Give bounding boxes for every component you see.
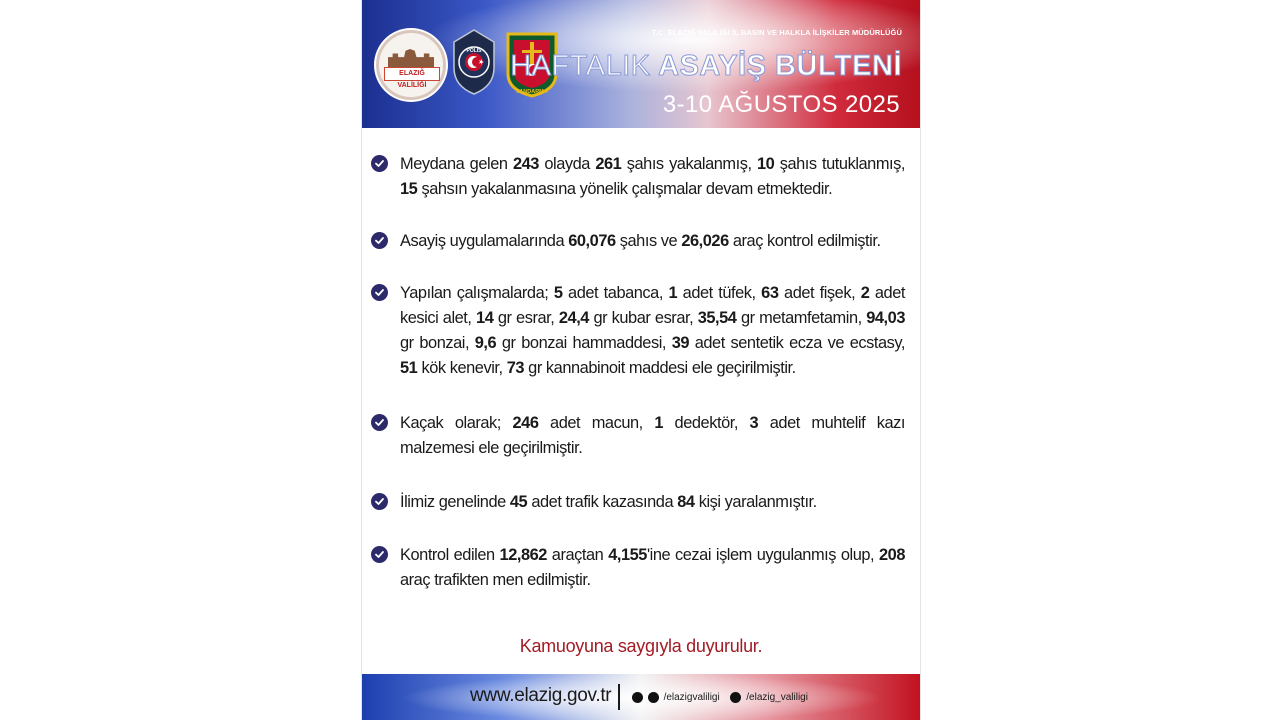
polis-logo-text: POLİS: [466, 48, 482, 54]
bulletin-text-segment: Asayiş uygulamalarında: [400, 232, 569, 250]
bulletin-item-text: [400, 411, 905, 461]
bulletin-text-segment: şahıs yakalanmış,: [621, 155, 757, 173]
header-banner: [362, 0, 920, 128]
bulletin-text-segment: adet kesici alet,: [400, 284, 905, 327]
bulletin-number: 2: [860, 284, 870, 302]
polis-logo: [450, 28, 498, 96]
bulletin-number: 12,862: [499, 546, 547, 564]
social-handle-1[interactable]: /elazigvaliligi: [663, 692, 720, 703]
bulletin-text-segment: olayda: [538, 155, 596, 173]
bulletin-number: 24,4: [558, 309, 589, 327]
bulletin-text-segment: adet tabanca,: [562, 284, 669, 302]
bulletin-number: 15: [400, 180, 418, 198]
closing-note: Kamuoyuna saygıyla duyurulur.: [519, 636, 763, 656]
vali-logo-text: ELAZIĞ VALİLİĞİ: [397, 70, 427, 89]
bulletin-text-segment: kök kenevir,: [417, 359, 507, 377]
website-link[interactable]: www.elazig.gov.tr: [470, 685, 612, 706]
bulletin-card: [361, 0, 921, 720]
check-circle-icon: [371, 284, 388, 301]
facebook-icon[interactable]: [632, 692, 643, 703]
bulletin-number: 1: [668, 284, 678, 302]
bulletin-text-segment: adet tüfek,: [677, 284, 762, 302]
bulletin-number: 35,54: [697, 309, 737, 327]
bulletin-number: 51: [400, 359, 418, 377]
bulletin-text-segment: adet macun,: [538, 414, 655, 432]
footer-banner: [362, 674, 920, 720]
header-date: 3-10 AĞUSTOS 2025: [662, 91, 900, 118]
bulletin-text-segment: şahıs ve: [615, 232, 682, 250]
social-handle-2[interactable]: /elazig_valiligi: [746, 692, 808, 703]
bulletin-text-segment: şahsın yakalanmasına yönelik çalışmalar devam etmektedir.: [417, 180, 833, 198]
bulletin-number: 4,155: [608, 546, 647, 564]
bulletin-text-segment: adet trafik kazasında: [527, 493, 678, 511]
bulletin-text-segment: gr metamfetamin,: [736, 309, 867, 327]
bulletin-text-segment: araçtan: [546, 546, 609, 564]
bulletin-number: 1: [654, 414, 663, 432]
header-subtitle: T.C. ELAZIĞ VALİLİĞİ İL BASIN VE HALKLA İLİŞKİLER MÜDÜRLÜĞÜ: [651, 28, 902, 37]
bulletin-text-segment: 'ine cezai işlem uygulanmış olup,: [646, 546, 880, 564]
bulletin-number: 26,026: [681, 232, 729, 250]
bulletin-text-segment: araç kontrol edilmiştir.: [728, 232, 881, 250]
jandarma-logo-text: JANDARMA: [516, 89, 548, 95]
instagram-icon[interactable]: [648, 692, 659, 703]
bulletin-text-segment: Kaçak olarak;: [400, 414, 513, 432]
castle-icon: [388, 49, 434, 67]
bulletin-number: 3: [749, 414, 759, 432]
check-circle-icon: [371, 546, 388, 563]
bulletin-item-text: [400, 229, 905, 254]
bulletin-text-segment: gr kubar esrar,: [588, 309, 698, 327]
bulletin-number: 39: [671, 334, 690, 352]
bulletin-number: 261: [595, 155, 622, 173]
bulletin-text-segment: gr kannabinoit maddesi ele geçirilmiştir.: [524, 359, 796, 377]
social-links: [632, 692, 816, 703]
bulletin-number: 5: [553, 284, 563, 302]
bulletin-number: 60,076: [568, 232, 616, 250]
bulletin-text-segment: adet sentetik ecza ve ecstasy,: [689, 334, 906, 352]
x-icon[interactable]: [730, 692, 741, 703]
check-circle-icon: [371, 414, 388, 431]
bulletin-item-text: [400, 281, 905, 381]
bulletin-number: 243: [512, 155, 539, 173]
bulletin-number: 45: [509, 493, 528, 511]
bulletin-item-text: [400, 152, 905, 202]
bulletin-text-segment: gr esrar,: [493, 309, 559, 327]
title-light: HAFTALIK: [510, 50, 651, 82]
bulletin-text-segment: gr bonzai hammaddesi,: [496, 334, 672, 352]
bulletin-number: 10: [756, 155, 775, 173]
bulletin-text-segment: şahıs tutuklanmış,: [774, 155, 905, 173]
bulletin-number: 14: [476, 309, 494, 327]
bulletin-text-segment: Kontrol edilen: [400, 546, 500, 564]
bulletin-text-segment: adet fişek,: [778, 284, 861, 302]
bulletin-number: 84: [677, 493, 695, 511]
bulletin-text-segment: kişi yaralanmıştır.: [694, 493, 817, 511]
bulletin-number: 63: [761, 284, 779, 302]
bulletin-item-text: [400, 490, 905, 515]
header-title: [510, 50, 902, 83]
bulletin-text-segment: İlimiz genelinde: [400, 493, 510, 511]
bulletin-number: 9,6: [474, 334, 497, 352]
bulletin-text-segment: Meydana gelen: [400, 155, 513, 173]
bulletin-number: 73: [506, 359, 525, 377]
bulletin-item-text: [400, 543, 905, 593]
bulletin-text-segment: araç trafikten men edilmiştir.: [400, 571, 591, 589]
title-bold: ASAYİŞ BÜLTENİ: [658, 50, 902, 82]
bulletin-text-segment: adet muhtelif kazı malzemesi ele geçirilmiştir.: [400, 414, 906, 457]
check-circle-icon: [371, 493, 388, 510]
footer-divider: [618, 684, 620, 710]
bulletin-text-segment: Yapılan çalışmalarda;: [400, 284, 554, 302]
bulletin-number: 208: [879, 546, 906, 564]
check-circle-icon: [371, 232, 388, 249]
check-circle-icon: [371, 155, 388, 172]
elazig-valiligi-logo: [376, 30, 446, 100]
bulletin-text-segment: dedektör,: [663, 414, 750, 432]
bulletin-number: 246: [512, 414, 539, 432]
bulletin-text-segment: gr bonzai,: [400, 334, 475, 352]
bulletin-number: 94,03: [866, 309, 905, 327]
